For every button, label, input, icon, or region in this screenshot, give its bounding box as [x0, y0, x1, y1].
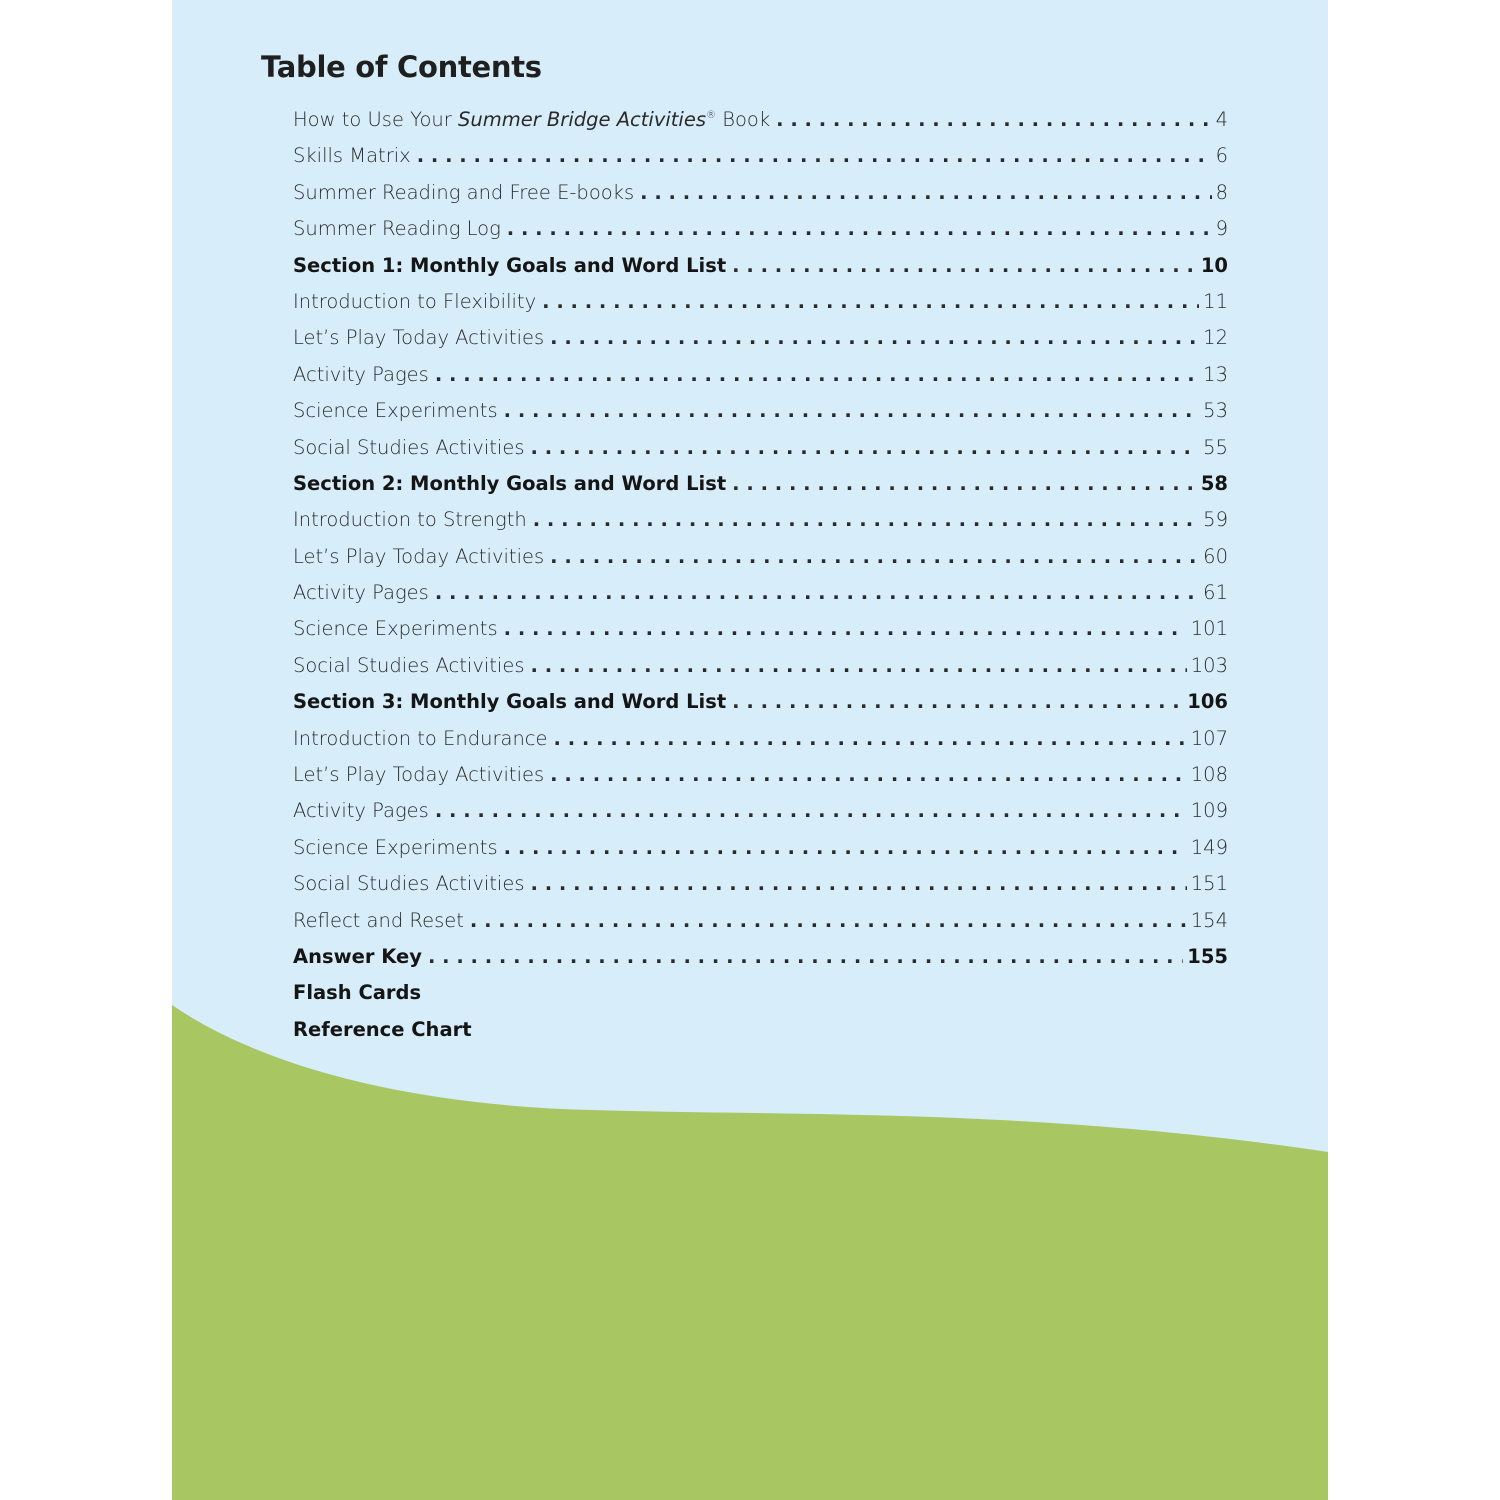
- toc-entry[interactable]: [293, 799, 1228, 835]
- toc-entry-label: Social Studies Activities: [293, 653, 525, 677]
- toc-entry-page: 53: [1203, 399, 1228, 423]
- toc-entry-label: Science Experiments: [293, 617, 498, 641]
- dot-leader: [504, 617, 1187, 640]
- toc-entry-label: Introduction to Endurance: [293, 726, 548, 750]
- toc-entry-page: 107: [1190, 726, 1228, 750]
- toc-entry-label: Answer Key: [293, 944, 422, 968]
- toc-entry[interactable]: [293, 181, 1228, 217]
- toc-page: [172, 0, 1328, 1500]
- toc-entry-label: Activity Pages: [293, 799, 429, 823]
- toc-entry[interactable]: [293, 727, 1228, 763]
- toc-entry-page: 59: [1203, 508, 1228, 532]
- toc-section-heading[interactable]: [293, 254, 1228, 290]
- dot-leader: [531, 436, 1200, 459]
- toc-entry-label: Introduction to Flexibility: [293, 289, 537, 313]
- dot-leader: [533, 508, 1199, 531]
- toc-entry[interactable]: [293, 836, 1228, 872]
- toc-entry-label: Section 3: Monthly Goals and Word List: [293, 690, 727, 714]
- dot-leader: [554, 727, 1187, 750]
- dot-leader: [776, 108, 1211, 131]
- toc-entry-label: Introduction to Strength: [293, 508, 527, 532]
- toc-entry-page: 13: [1203, 362, 1228, 386]
- toc-entry-page: 12: [1203, 326, 1228, 350]
- toc-entry-page: 6: [1215, 144, 1228, 168]
- toc-entry-page: 101: [1190, 617, 1228, 641]
- toc-entry-label: Reference Chart: [293, 1017, 472, 1041]
- toc-entry-label: Reflect and Reset: [293, 908, 464, 932]
- toc-section-heading[interactable]: [293, 690, 1228, 726]
- toc-entry[interactable]: [293, 290, 1228, 326]
- toc-entry-page: 108: [1190, 763, 1228, 787]
- toc-entry-label: Activity Pages: [293, 362, 429, 386]
- toc-section-heading[interactable]: [293, 981, 1228, 1017]
- toc-entry-label: Summer Reading Log: [293, 217, 501, 241]
- dot-leader: [504, 836, 1187, 859]
- toc-entry-label: Section 1: Monthly Goals and Word List: [293, 253, 727, 277]
- dot-leader: [640, 181, 1211, 204]
- toc-entry-label: Section 2: Monthly Goals and Word List: [293, 471, 727, 495]
- toc-entry-label: Summer Reading and Free E-books: [293, 180, 635, 204]
- toc-section-heading[interactable]: [293, 945, 1228, 981]
- toc-entry-label: Let’s Play Today Activities: [293, 763, 545, 787]
- dot-leader: [428, 945, 1183, 968]
- toc-entry-page: 154: [1190, 908, 1228, 932]
- toc-section-heading[interactable]: [293, 472, 1228, 508]
- registered-mark: ®: [706, 110, 716, 121]
- toc-entry-page: 4: [1215, 108, 1228, 131]
- toc-entry-page: 149: [1190, 835, 1228, 859]
- toc-entry[interactable]: [293, 108, 1228, 144]
- toc-section-heading[interactable]: [293, 1018, 1228, 1054]
- toc-entry-page: 9: [1215, 217, 1228, 241]
- toc-entry-page: 103: [1190, 653, 1228, 677]
- toc-entry-page: 60: [1203, 544, 1228, 568]
- dot-leader: [550, 545, 1199, 568]
- toc-entry-page: 109: [1190, 799, 1228, 823]
- dot-leader: [435, 363, 1199, 386]
- toc-entry[interactable]: [293, 654, 1228, 690]
- dot-leader: [732, 472, 1197, 495]
- toc-entry-page: 11: [1203, 289, 1228, 313]
- dot-leader: [435, 581, 1199, 604]
- toc-entry-page: 8: [1215, 180, 1228, 204]
- toc-entry[interactable]: [293, 581, 1228, 617]
- toc-entry[interactable]: [293, 436, 1228, 472]
- toc-entry[interactable]: [293, 508, 1228, 544]
- toc-entry-label: Flash Cards: [293, 981, 422, 1005]
- dot-leader: [470, 909, 1187, 932]
- dot-leader: [435, 799, 1187, 822]
- toc-entry-label: [293, 108, 776, 131]
- toc-entry[interactable]: [293, 217, 1228, 253]
- toc-entry-label: Social Studies Activities: [293, 435, 525, 459]
- toc-entry-label: Activity Pages: [293, 581, 429, 605]
- toc-entry-label: Science Experiments: [293, 399, 498, 423]
- dot-leader: [732, 690, 1183, 713]
- dot-leader: [417, 144, 1212, 167]
- dot-leader: [504, 399, 1200, 422]
- toc-entry[interactable]: [293, 363, 1228, 399]
- toc-entry[interactable]: [293, 326, 1228, 362]
- page-title: Table of Contents: [261, 50, 542, 84]
- toc-list: [293, 108, 1228, 1054]
- toc-entry-label: Social Studies Activities: [293, 872, 525, 896]
- book-title: Summer Bridge Activities: [457, 108, 706, 131]
- toc-entry[interactable]: [293, 909, 1228, 945]
- dot-leader: [531, 872, 1187, 895]
- intro-suffix: Book: [716, 108, 771, 131]
- toc-entry[interactable]: [293, 763, 1228, 799]
- dot-leader: [531, 654, 1187, 677]
- dot-leader: [507, 217, 1212, 240]
- toc-entry-page: 61: [1203, 581, 1228, 605]
- dot-leader: [542, 290, 1199, 313]
- toc-entry-label: Let’s Play Today Activities: [293, 544, 545, 568]
- intro-prefix: How to Use Your: [293, 108, 458, 131]
- toc-entry-page: 151: [1190, 872, 1228, 896]
- dot-leader: [550, 326, 1199, 349]
- toc-entry-page: 58: [1200, 471, 1228, 495]
- dot-leader: [732, 254, 1197, 277]
- toc-entry[interactable]: [293, 399, 1228, 435]
- toc-entry-page: 55: [1203, 435, 1228, 459]
- toc-entry-page: 155: [1187, 944, 1228, 968]
- toc-entry[interactable]: [293, 144, 1228, 180]
- toc-entry-page: 10: [1200, 253, 1228, 277]
- toc-entry[interactable]: [293, 872, 1228, 908]
- dot-leader: [550, 763, 1187, 786]
- toc-entry-label: Skills Matrix: [293, 144, 411, 168]
- toc-entry-label: Let’s Play Today Activities: [293, 326, 545, 350]
- toc-entry-page: 106: [1187, 690, 1228, 714]
- toc-entry[interactable]: [293, 545, 1228, 581]
- toc-entry[interactable]: [293, 617, 1228, 653]
- toc-entry-label: Science Experiments: [293, 835, 498, 859]
